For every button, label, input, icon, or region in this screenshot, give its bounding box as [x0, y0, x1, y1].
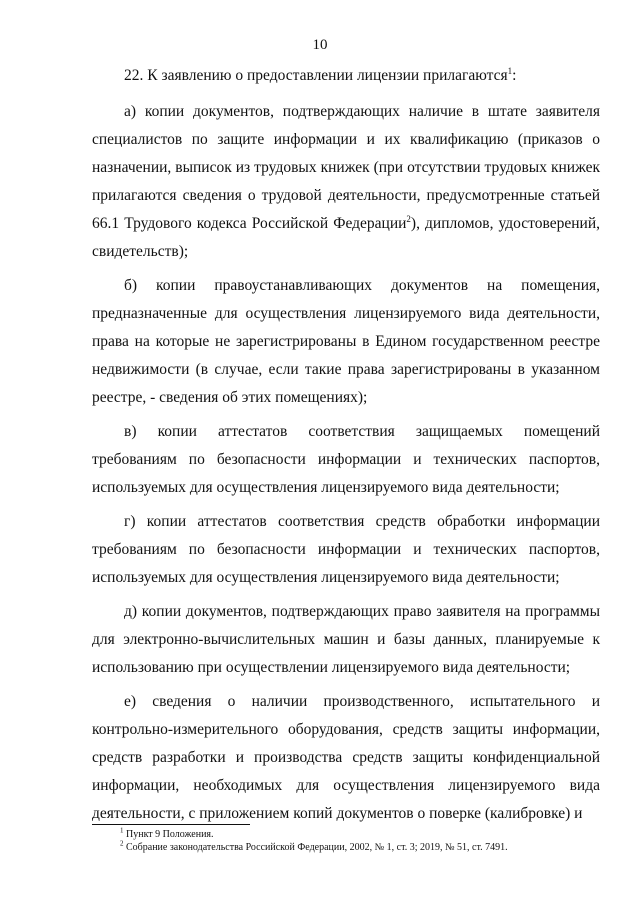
footnote-number: 2	[120, 839, 124, 848]
footnote-1	[120, 828, 600, 841]
footnote-divider	[92, 824, 250, 825]
footnotes	[120, 828, 600, 854]
footnote-2	[120, 841, 600, 854]
list-item-text-tail: ), дипломов, удостоверений, свидетельств);	[92, 215, 601, 260]
list-item-a	[92, 98, 600, 266]
list-item-text: в) копии аттестатов соответствия защищаемых помещений требованиям по безопасности информации и технических паспортов, используемых для осуществления лицензируемого вида деятельности;	[92, 423, 600, 496]
footnote-text: Собрание законодательства Российской Федерации, 2002, № 1, ст. 3; 2019, № 51, ст. 7491.	[126, 842, 508, 853]
section-heading-tail: :	[512, 67, 517, 84]
page-number: 10	[312, 37, 328, 53]
section-heading-text: 22. К заявлению о предоставлении лицензии прилагаются	[124, 67, 508, 84]
list-item-text: д) копии документов, подтверждающих право заявителя на программы для электронно-вычислительных машин и базы данных, планируемые к использованию при осуществлении лицензируемого вида деятельности;	[92, 603, 600, 676]
list-item-text: а) копии документов, подтверждающих наличие в штате заявителя специалистов по защите информации и их квалификацию (приказов о назначении, выписок из трудовых книжек (при отсутствии трудовых книжек прилагаются сведения о трудовой деятельности, предусмотренные статьей 66.1 Трудового кодекса Российской Федерации	[92, 103, 600, 232]
list-item-v	[92, 418, 600, 502]
footnote-ref: 2	[406, 213, 411, 224]
document-body	[92, 62, 600, 834]
section-heading-paragraph	[92, 62, 600, 90]
list-item-b	[92, 272, 600, 412]
footnote-text: Пункт 9 Положения.	[126, 829, 214, 840]
list-item-text: г) копии аттестатов соответствия средств обработки информации требованиям по безопасности информации и технических паспортов, используемых для осуществления лицензируемого вида деятельности;	[92, 513, 600, 586]
list-item-e	[92, 688, 600, 828]
list-item-g	[92, 508, 600, 592]
footnote-number: 1	[120, 826, 124, 835]
list-item-text: е) сведения о наличии производственного, испытательного и контрольно-измерительного оборудования, средств защиты информации, средств разработки и производства средств защиты конфиденциальной информации, необходимых для осуществления лицензируемого вида деятельности, с приложением копий документов о поверке (калибровке) и	[92, 693, 600, 822]
footnote-ref: 1	[507, 65, 513, 76]
list-item-text: б) копии правоустанавливающих документов на помещения, предназначенные для осуществления лицензируемого вида деятельности, права на которые не зарегистрированы в Едином государственном реестре недвижимости (в случае, если такие права зарегистрированы в указанном реестре, - сведения об этих помещениях);	[92, 277, 600, 406]
list-item-d	[92, 598, 600, 682]
